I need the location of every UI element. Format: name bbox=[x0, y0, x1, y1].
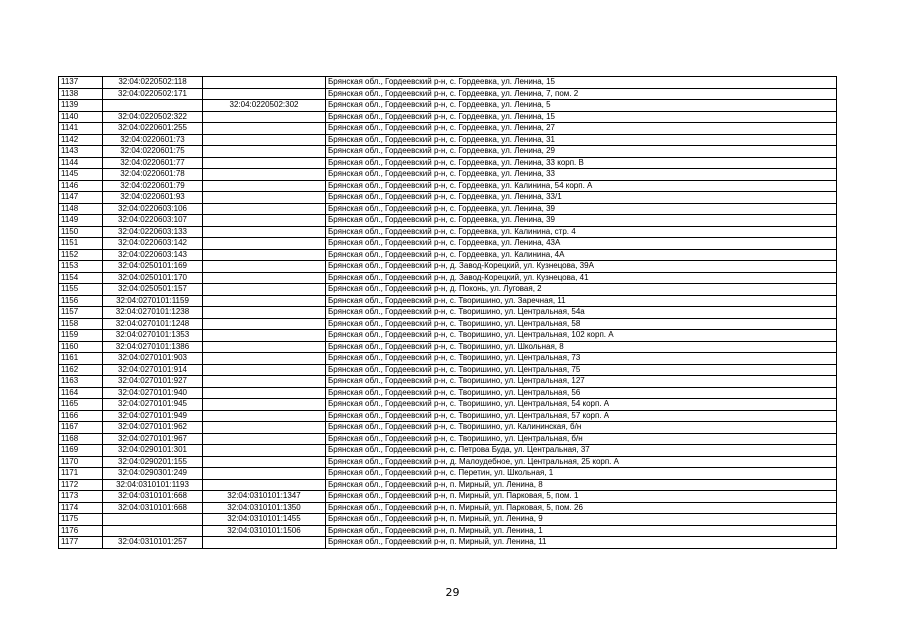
table-body bbox=[59, 77, 837, 549]
building-cadastral-number-cell bbox=[203, 399, 326, 411]
row-number-cell: 1161 bbox=[59, 353, 103, 365]
parcel-cadastral-number-cell: 32:04:0310101:668 bbox=[103, 491, 203, 503]
building-cadastral-number-cell: 32:04:0310101:1506 bbox=[203, 525, 326, 537]
row-number-cell: 1137 bbox=[59, 77, 103, 89]
row-number-cell: 1145 bbox=[59, 169, 103, 181]
parcel-cadastral-number-cell: 32:04:0270101:949 bbox=[103, 410, 203, 422]
parcel-cadastral-number-cell bbox=[103, 100, 203, 112]
table-row bbox=[59, 399, 837, 411]
table-row bbox=[59, 514, 837, 526]
table-row bbox=[59, 123, 837, 135]
address-cell: Брянская обл., Гордеевский р-н, с. Творишино, ул. Центральная, 58 bbox=[326, 318, 837, 330]
table-row bbox=[59, 284, 837, 296]
building-cadastral-number-cell bbox=[203, 169, 326, 181]
table-row bbox=[59, 157, 837, 169]
parcel-cadastral-number-cell: 32:04:0270101:1248 bbox=[103, 318, 203, 330]
building-cadastral-number-cell bbox=[203, 77, 326, 89]
table-row bbox=[59, 238, 837, 250]
building-cadastral-number-cell bbox=[203, 410, 326, 422]
building-cadastral-number-cell bbox=[203, 364, 326, 376]
address-cell: Брянская обл., Гордеевский р-н, с. Гордеевка, ул. Ленина, 39 bbox=[326, 203, 837, 215]
row-number-cell: 1169 bbox=[59, 445, 103, 457]
parcel-cadastral-number-cell: 32:04:0220601:73 bbox=[103, 134, 203, 146]
row-number-cell: 1143 bbox=[59, 146, 103, 158]
table-row bbox=[59, 330, 837, 342]
row-number-cell: 1164 bbox=[59, 387, 103, 399]
address-cell: Брянская обл., Гордеевский р-н, п. Мирный, ул. Ленина, 1 bbox=[326, 525, 837, 537]
building-cadastral-number-cell bbox=[203, 261, 326, 273]
table-row bbox=[59, 422, 837, 434]
row-number-cell: 1162 bbox=[59, 364, 103, 376]
parcel-cadastral-number-cell: 32:04:0220601:255 bbox=[103, 123, 203, 135]
table-row bbox=[59, 468, 837, 480]
address-cell: Брянская обл., Гордеевский р-н, п. Мирный, ул. Ленина, 8 bbox=[326, 479, 837, 491]
address-cell: Брянская обл., Гордеевский р-н, с. Гордеевка, ул. Ленина, 33/1 bbox=[326, 192, 837, 204]
parcel-cadastral-number-cell: 32:04:0270101:1159 bbox=[103, 295, 203, 307]
row-number-cell: 1148 bbox=[59, 203, 103, 215]
building-cadastral-number-cell bbox=[203, 226, 326, 238]
row-number-cell: 1144 bbox=[59, 157, 103, 169]
parcel-cadastral-number-cell: 32:04:0270101:1238 bbox=[103, 307, 203, 319]
row-number-cell: 1160 bbox=[59, 341, 103, 353]
parcel-cadastral-number-cell: 32:04:0250501:157 bbox=[103, 284, 203, 296]
table-row bbox=[59, 146, 837, 158]
table-row bbox=[59, 410, 837, 422]
parcel-cadastral-number-cell: 32:04:0220601:78 bbox=[103, 169, 203, 181]
parcel-cadastral-number-cell bbox=[103, 525, 203, 537]
address-cell: Брянская обл., Гордеевский р-н, с. Творишино, ул. Калининская, б/н bbox=[326, 422, 837, 434]
address-cell: Брянская обл., Гордеевский р-н, с. Гордеевка, ул. Ленина, 15 bbox=[326, 111, 837, 123]
building-cadastral-number-cell bbox=[203, 272, 326, 284]
table-row bbox=[59, 203, 837, 215]
building-cadastral-number-cell bbox=[203, 479, 326, 491]
row-number-cell: 1158 bbox=[59, 318, 103, 330]
parcel-cadastral-number-cell: 32:04:0220603:142 bbox=[103, 238, 203, 250]
address-cell: Брянская обл., Гордеевский р-н, с. Творишино, ул. Центральная, 73 bbox=[326, 353, 837, 365]
table-row bbox=[59, 537, 837, 549]
parcel-cadastral-number-cell: 32:04:0270101:1386 bbox=[103, 341, 203, 353]
parcel-cadastral-number-cell: 32:04:0220502:118 bbox=[103, 77, 203, 89]
address-cell: Брянская обл., Гордеевский р-н, с. Творишино, ул. Центральная, б/н bbox=[326, 433, 837, 445]
parcel-cadastral-number-cell: 32:04:0270101:945 bbox=[103, 399, 203, 411]
row-number-cell: 1156 bbox=[59, 295, 103, 307]
parcel-cadastral-number-cell: 32:04:0220502:171 bbox=[103, 88, 203, 100]
building-cadastral-number-cell bbox=[203, 330, 326, 342]
table-row bbox=[59, 111, 837, 123]
parcel-cadastral-number-cell: 32:04:0310101:1193 bbox=[103, 479, 203, 491]
address-cell: Брянская обл., Гордеевский р-н, с. Гордеевка, ул. Калинина, 4А bbox=[326, 249, 837, 261]
parcel-cadastral-number-cell: 32:04:0220601:79 bbox=[103, 180, 203, 192]
row-number-cell: 1165 bbox=[59, 399, 103, 411]
row-number-cell: 1152 bbox=[59, 249, 103, 261]
row-number-cell: 1172 bbox=[59, 479, 103, 491]
parcel-cadastral-number-cell: 32:04:0220601:77 bbox=[103, 157, 203, 169]
address-cell: Брянская обл., Гордеевский р-н, д. Завод-Корецкий, ул. Кузнецова, 41 bbox=[326, 272, 837, 284]
address-cell: Брянская обл., Гордеевский р-н, д. Малоудебное, ул. Центральная, 25 корп. А bbox=[326, 456, 837, 468]
building-cadastral-number-cell bbox=[203, 146, 326, 158]
address-cell: Брянская обл., Гордеевский р-н, п. Мирный, ул. Ленина, 11 bbox=[326, 537, 837, 549]
building-cadastral-number-cell bbox=[203, 88, 326, 100]
parcel-cadastral-number-cell: 32:04:0270101:927 bbox=[103, 376, 203, 388]
address-cell: Брянская обл., Гордеевский р-н, с. Творишино, ул. Центральная, 102 корп. А bbox=[326, 330, 837, 342]
parcel-cadastral-number-cell: 32:04:0290201:155 bbox=[103, 456, 203, 468]
building-cadastral-number-cell bbox=[203, 249, 326, 261]
building-cadastral-number-cell bbox=[203, 341, 326, 353]
parcel-cadastral-number-cell: 32:04:0270101:914 bbox=[103, 364, 203, 376]
row-number-cell: 1147 bbox=[59, 192, 103, 204]
table-row bbox=[59, 88, 837, 100]
table-row bbox=[59, 318, 837, 330]
address-cell: Брянская обл., Гордеевский р-н, с. Творишино, ул. Центральная, 57 корп. А bbox=[326, 410, 837, 422]
table-row bbox=[59, 456, 837, 468]
parcel-cadastral-number-cell: 32:04:0220603:106 bbox=[103, 203, 203, 215]
table-row bbox=[59, 364, 837, 376]
address-cell: Брянская обл., Гордеевский р-н, с. Гордеевка, ул. Ленина, 5 bbox=[326, 100, 837, 112]
row-number-cell: 1173 bbox=[59, 491, 103, 503]
table-row bbox=[59, 491, 837, 503]
table-row bbox=[59, 272, 837, 284]
building-cadastral-number-cell bbox=[203, 318, 326, 330]
building-cadastral-number-cell bbox=[203, 284, 326, 296]
address-cell: Брянская обл., Гордеевский р-н, с. Гордеевка, ул. Ленина, 43А bbox=[326, 238, 837, 250]
table-row bbox=[59, 134, 837, 146]
building-cadastral-number-cell bbox=[203, 215, 326, 227]
building-cadastral-number-cell bbox=[203, 192, 326, 204]
building-cadastral-number-cell: 32:04:0310101:1455 bbox=[203, 514, 326, 526]
row-number-cell: 1168 bbox=[59, 433, 103, 445]
address-cell: Брянская обл., Гордеевский р-н, с. Творишино, ул. Центральная, 54 корп. А bbox=[326, 399, 837, 411]
page-number: 29 bbox=[445, 586, 460, 599]
building-cadastral-number-cell bbox=[203, 353, 326, 365]
table-row bbox=[59, 226, 837, 238]
address-cell: Брянская обл., Гордеевский р-н, с. Гордеевка, ул. Ленина, 31 bbox=[326, 134, 837, 146]
building-cadastral-number-cell bbox=[203, 295, 326, 307]
address-cell: Брянская обл., Гордеевский р-н, с. Творишино, ул. Центральная, 75 bbox=[326, 364, 837, 376]
address-cell: Брянская обл., Гордеевский р-н, с. Гордеевка, ул. Ленина, 33 bbox=[326, 169, 837, 181]
building-cadastral-number-cell bbox=[203, 134, 326, 146]
row-number-cell: 1166 bbox=[59, 410, 103, 422]
row-number-cell: 1170 bbox=[59, 456, 103, 468]
address-cell: Брянская обл., Гордеевский р-н, с. Перетин, ул. Школьная, 1 bbox=[326, 468, 837, 480]
address-cell: Брянская обл., Гордеевский р-н, с. Творишино, ул. Центральная, 56 bbox=[326, 387, 837, 399]
address-cell: Брянская обл., Гордеевский р-н, с. Гордеевка, ул. Ленина, 15 bbox=[326, 77, 837, 89]
parcel-cadastral-number-cell: 32:04:0270101:940 bbox=[103, 387, 203, 399]
parcel-cadastral-number-cell: 32:04:0250101:169 bbox=[103, 261, 203, 273]
building-cadastral-number-cell bbox=[203, 468, 326, 480]
address-cell: Брянская обл., Гордеевский р-н, д. Поконь, ул. Луговая, 2 bbox=[326, 284, 837, 296]
parcel-cadastral-number-cell: 32:04:0220603:107 bbox=[103, 215, 203, 227]
table-row bbox=[59, 215, 837, 227]
address-cell: Брянская обл., Гордеевский р-н, п. Мирный, ул. Парковая, 5, пом. 26 bbox=[326, 502, 837, 514]
row-number-cell: 1138 bbox=[59, 88, 103, 100]
building-cadastral-number-cell: 32:04:0310101:1347 bbox=[203, 491, 326, 503]
row-number-cell: 1139 bbox=[59, 100, 103, 112]
parcel-cadastral-number-cell: 32:04:0270101:967 bbox=[103, 433, 203, 445]
row-number-cell: 1142 bbox=[59, 134, 103, 146]
row-number-cell: 1155 bbox=[59, 284, 103, 296]
table-row bbox=[59, 353, 837, 365]
row-number-cell: 1159 bbox=[59, 330, 103, 342]
building-cadastral-number-cell bbox=[203, 376, 326, 388]
address-cell: Брянская обл., Гордеевский р-н, с. Петрова Буда, ул. Центральная, 37 bbox=[326, 445, 837, 457]
address-cell: Брянская обл., Гордеевский р-н, с. Гордеевка, ул. Ленина, 7, пом. 2 bbox=[326, 88, 837, 100]
parcel-cadastral-number-cell: 32:04:0220603:143 bbox=[103, 249, 203, 261]
building-cadastral-number-cell: 32:04:0310101:1350 bbox=[203, 502, 326, 514]
row-number-cell: 1177 bbox=[59, 537, 103, 549]
row-number-cell: 1167 bbox=[59, 422, 103, 434]
building-cadastral-number-cell bbox=[203, 307, 326, 319]
row-number-cell: 1163 bbox=[59, 376, 103, 388]
parcel-cadastral-number-cell: 32:04:0270101:962 bbox=[103, 422, 203, 434]
address-cell: Брянская обл., Гордеевский р-н, с. Гордеевка, ул. Калинина, 54 корп. А bbox=[326, 180, 837, 192]
building-cadastral-number-cell bbox=[203, 238, 326, 250]
address-cell: Брянская обл., Гордеевский р-н, п. Мирный, ул. Ленина, 9 bbox=[326, 514, 837, 526]
building-cadastral-number-cell bbox=[203, 537, 326, 549]
row-number-cell: 1157 bbox=[59, 307, 103, 319]
address-cell: Брянская обл., Гордеевский р-н, с. Творишино, ул. Заречная, 11 bbox=[326, 295, 837, 307]
parcel-cadastral-number-cell: 32:04:0220601:93 bbox=[103, 192, 203, 204]
parcel-cadastral-number-cell: 32:04:0220603:133 bbox=[103, 226, 203, 238]
address-cell: Брянская обл., Гордеевский р-н, с. Гордеевка, ул. Ленина, 33 корп. В bbox=[326, 157, 837, 169]
parcel-cadastral-number-cell: 32:04:0220601:75 bbox=[103, 146, 203, 158]
row-number-cell: 1149 bbox=[59, 215, 103, 227]
parcel-cadastral-number-cell: 32:04:0220502:322 bbox=[103, 111, 203, 123]
building-cadastral-number-cell bbox=[203, 456, 326, 468]
cadastral-table bbox=[58, 76, 837, 549]
row-number-cell: 1176 bbox=[59, 525, 103, 537]
address-cell: Брянская обл., Гордеевский р-н, с. Гордеевка, ул. Ленина, 27 bbox=[326, 123, 837, 135]
building-cadastral-number-cell bbox=[203, 445, 326, 457]
table-row bbox=[59, 169, 837, 181]
table-row bbox=[59, 261, 837, 273]
row-number-cell: 1141 bbox=[59, 123, 103, 135]
address-cell: Брянская обл., Гордеевский р-н, с. Творишино, ул. Центральная, 54а bbox=[326, 307, 837, 319]
parcel-cadastral-number-cell: 32:04:0250101:170 bbox=[103, 272, 203, 284]
table-row bbox=[59, 525, 837, 537]
building-cadastral-number-cell bbox=[203, 433, 326, 445]
row-number-cell: 1140 bbox=[59, 111, 103, 123]
address-cell: Брянская обл., Гордеевский р-н, с. Гордеевка, ул. Калинина, стр. 4 bbox=[326, 226, 837, 238]
building-cadastral-number-cell bbox=[203, 180, 326, 192]
table-row bbox=[59, 376, 837, 388]
table-row bbox=[59, 77, 837, 89]
table-row bbox=[59, 100, 837, 112]
building-cadastral-number-cell: 32:04:0220502:302 bbox=[203, 100, 326, 112]
building-cadastral-number-cell bbox=[203, 422, 326, 434]
table-row bbox=[59, 180, 837, 192]
row-number-cell: 1146 bbox=[59, 180, 103, 192]
row-number-cell: 1175 bbox=[59, 514, 103, 526]
row-number-cell: 1151 bbox=[59, 238, 103, 250]
row-number-cell: 1174 bbox=[59, 502, 103, 514]
table-row bbox=[59, 387, 837, 399]
parcel-cadastral-number-cell: 32:04:0290301:249 bbox=[103, 468, 203, 480]
parcel-cadastral-number-cell: 32:04:0290101:301 bbox=[103, 445, 203, 457]
parcel-cadastral-number-cell bbox=[103, 514, 203, 526]
row-number-cell: 1153 bbox=[59, 261, 103, 273]
address-cell: Брянская обл., Гордеевский р-н, с. Гордеевка, ул. Ленина, 29 bbox=[326, 146, 837, 158]
building-cadastral-number-cell bbox=[203, 203, 326, 215]
parcel-cadastral-number-cell: 32:04:0310101:668 bbox=[103, 502, 203, 514]
row-number-cell: 1150 bbox=[59, 226, 103, 238]
table-row bbox=[59, 502, 837, 514]
table-row bbox=[59, 192, 837, 204]
table-row bbox=[59, 341, 837, 353]
table-row bbox=[59, 307, 837, 319]
address-cell: Брянская обл., Гордеевский р-н, п. Мирный, ул. Парковая, 5, пом. 1 bbox=[326, 491, 837, 503]
row-number-cell: 1154 bbox=[59, 272, 103, 284]
parcel-cadastral-number-cell: 32:04:0270101:1353 bbox=[103, 330, 203, 342]
table-row bbox=[59, 295, 837, 307]
parcel-cadastral-number-cell: 32:04:0310101:257 bbox=[103, 537, 203, 549]
parcel-cadastral-number-cell: 32:04:0270101:903 bbox=[103, 353, 203, 365]
building-cadastral-number-cell bbox=[203, 111, 326, 123]
building-cadastral-number-cell bbox=[203, 157, 326, 169]
address-cell: Брянская обл., Гордеевский р-н, с. Творишино, ул. Центральная, 127 bbox=[326, 376, 837, 388]
address-cell: Брянская обл., Гордеевский р-н, д. Завод-Корецкий, ул. Кузнецова, 39А bbox=[326, 261, 837, 273]
table-row bbox=[59, 479, 837, 491]
address-cell: Брянская обл., Гордеевский р-н, с. Творишино, ул. Школьная, 8 bbox=[326, 341, 837, 353]
table-row bbox=[59, 433, 837, 445]
building-cadastral-number-cell bbox=[203, 387, 326, 399]
row-number-cell: 1171 bbox=[59, 468, 103, 480]
table-row bbox=[59, 445, 837, 457]
table-row bbox=[59, 249, 837, 261]
building-cadastral-number-cell bbox=[203, 123, 326, 135]
address-cell: Брянская обл., Гордеевский р-н, с. Гордеевка, ул. Ленина, 39 bbox=[326, 215, 837, 227]
